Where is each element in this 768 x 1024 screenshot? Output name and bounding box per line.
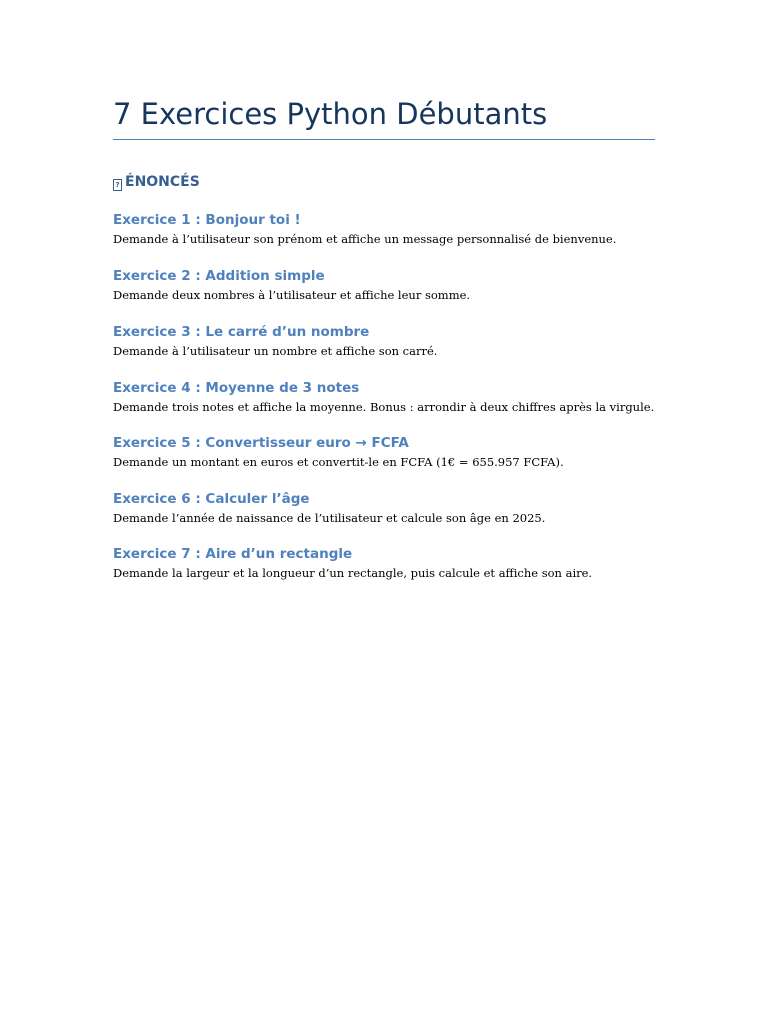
exercise-title: Exercice 3 : Le carré d’un nombre bbox=[113, 324, 370, 340]
exercise-title: Exercice 4 : Moyenne de 3 notes bbox=[113, 380, 360, 396]
exercise-description: Demande deux nombres à l’utilisateur et affiche leur somme. bbox=[113, 288, 471, 302]
exercise-title: Exercice 1 : Bonjour toi ! bbox=[113, 212, 301, 228]
missing-glyph-icon: ? bbox=[113, 179, 122, 191]
exercise-description: Demande l’année de naissance de l’utilisateur et calcule son âge en 2025. bbox=[113, 511, 546, 525]
exercise-description: Demande à l’utilisateur un nombre et affiche son carré. bbox=[113, 344, 438, 358]
exercise-description: Demande un montant en euros et convertit-le en FCFA (1€ = 655.957 FCFA). bbox=[113, 455, 564, 469]
exercise-title: Exercice 5 : Convertisseur euro → FCFA bbox=[113, 435, 409, 451]
exercise-description: Demande la largeur et la longueur d’un rectangle, puis calcule et affiche son aire. bbox=[113, 566, 593, 580]
exercise-title: Exercice 7 : Aire d’un rectangle bbox=[113, 546, 353, 562]
document-title: 7 Exercices Python Débutants bbox=[113, 97, 548, 131]
exercise-title: Exercice 2 : Addition simple bbox=[113, 268, 325, 284]
section-heading-label: ÉNONCÉS bbox=[125, 174, 200, 190]
exercise-title: Exercice 6 : Calculer l’âge bbox=[113, 491, 310, 507]
exercise-item bbox=[113, 322, 655, 360]
exercise-item bbox=[113, 433, 655, 471]
exercise-item bbox=[113, 266, 655, 304]
exercise-item bbox=[113, 544, 655, 582]
exercise-item bbox=[113, 489, 655, 527]
section-heading bbox=[113, 172, 200, 192]
exercise-description: Demande trois notes et affiche la moyenne. Bonus : arrondir à deux chiffres après la virgule. bbox=[113, 400, 655, 414]
exercise-item bbox=[113, 210, 655, 248]
exercise-item bbox=[113, 378, 655, 416]
exercise-description: Demande à l’utilisateur son prénom et affiche un message personnalisé de bienvenue. bbox=[113, 232, 617, 246]
title-underline bbox=[113, 139, 655, 140]
